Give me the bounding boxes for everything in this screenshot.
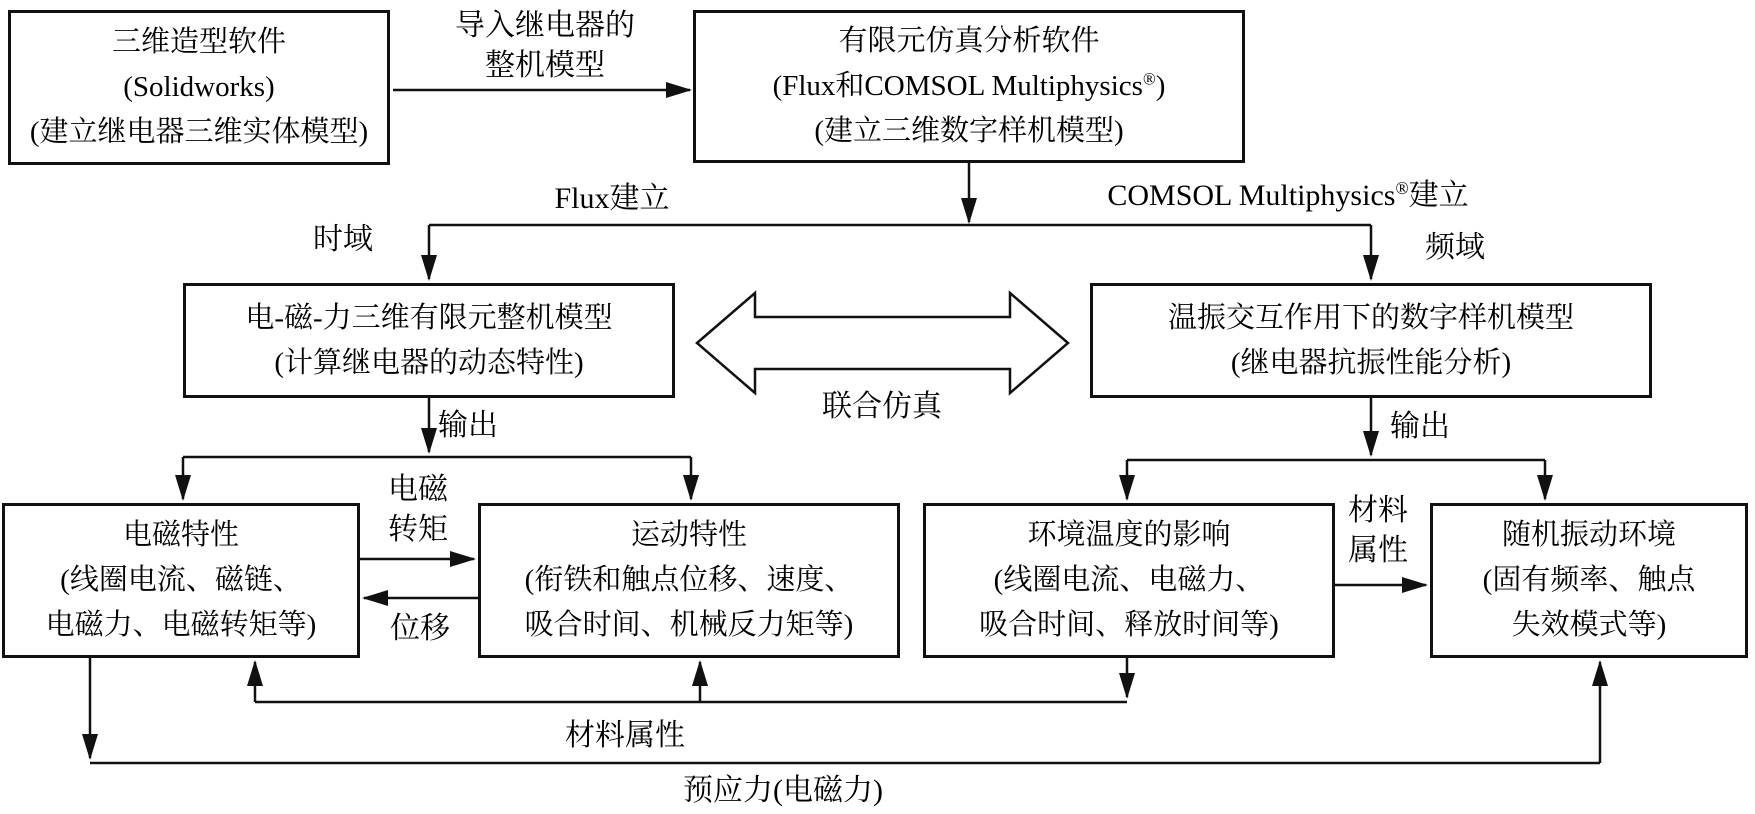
label-comsol-build-post: 建立 (1408, 179, 1469, 212)
box-em-model-line1: 电-磁-力三维有限元整机模型 (245, 301, 613, 334)
box-motion-characteristics-line1: 运动特性 (630, 519, 747, 552)
label-joint-simulation: 联合仿真 (822, 390, 942, 423)
box-motion-characteristics (478, 503, 900, 658)
box-random-vibration-line2: (固有频率、触点 (1482, 564, 1696, 597)
label-flux-build: Flux建立 (554, 182, 670, 215)
label-output-right: 输出 (1390, 410, 1450, 443)
box-motion-characteristics-line3: 吸合时间、机械反力矩等) (524, 608, 854, 641)
label-material-attributes-bottom: 材料属性 (565, 719, 685, 752)
registered-trademark-symbol: ® (1395, 178, 1409, 198)
box-em-characteristics-line2: (线圈电流、磁链、 (60, 564, 302, 597)
label-em-torque-line1: 电磁 (388, 473, 448, 506)
box-em-model (183, 283, 675, 398)
box-fem-software-line3: (建立三维数字样机模型) (814, 114, 1124, 147)
box-solidworks-line2: (Solidworks) (123, 71, 275, 104)
box-em-characteristics-line3: 电磁力、电磁转矩等) (45, 608, 317, 641)
label-material-attributes-right (1348, 491, 1408, 571)
fem-line2-post: ) (1155, 70, 1166, 103)
label-comsol-build-pre: COMSOL Multiphysics (1107, 179, 1396, 212)
box-random-vibration-line1: 随机振动环境 (1501, 519, 1676, 552)
label-em-torque-line2: 转矩 (388, 513, 448, 546)
label-time-domain: 时域 (313, 223, 373, 256)
box-fem-software-line1: 有限元仿真分析软件 (838, 25, 1100, 58)
box-random-vibration (1430, 503, 1748, 658)
box-temperature-effect-line3: 吸合时间、释放时间等) (979, 608, 1279, 641)
label-prestress-em-force: 预应力(电磁力) (683, 774, 883, 807)
box-thermal-vib-model-line1: 温振交互作用下的数字样机模型 (1167, 301, 1574, 334)
registered-trademark-symbol: ® (1142, 69, 1156, 89)
box-thermal-vib-model-line2: (继电器抗振性能分析) (1230, 346, 1512, 379)
box-temperature-effect-line1: 环境温度的影响 (1027, 519, 1231, 552)
label-material-attributes-right-line2: 属性 (1348, 534, 1408, 567)
box-solidworks (8, 10, 390, 165)
label-import-model (455, 6, 635, 86)
box-temperature-effect-line2: (线圈电流、电磁力、 (993, 564, 1265, 597)
box-random-vibration-line3: 失效模式等) (1511, 608, 1667, 641)
box-solidworks-line3: (建立继电器三维实体模型) (29, 115, 369, 148)
joint-simulation-double-arrow (697, 293, 1068, 393)
label-em-torque (388, 470, 448, 550)
box-fem-software-line2 (773, 64, 1166, 109)
box-fem-software (693, 10, 1245, 163)
box-motion-characteristics-line2: (衔铁和触点位移、速度、 (524, 564, 854, 597)
label-output-left: 输出 (438, 409, 498, 442)
box-thermal-vib-model (1090, 283, 1652, 398)
box-em-model-line2: (计算继电器的动态特性) (274, 346, 584, 379)
box-em-characteristics (2, 503, 360, 658)
label-material-attributes-right-line1: 材料 (1348, 494, 1408, 527)
label-frequency-domain: 频域 (1425, 231, 1485, 264)
fem-line2-pre: (Flux和COMSOL Multiphysics (772, 70, 1143, 103)
label-import-model-line1: 导入继电器的 (455, 9, 635, 42)
label-import-model-line2: 整机模型 (485, 49, 605, 82)
box-em-characteristics-line1: 电磁特性 (122, 519, 239, 552)
box-temperature-effect (923, 503, 1335, 658)
box-solidworks-line1: 三维造型软件 (111, 26, 286, 59)
label-displacement: 位移 (390, 612, 450, 645)
label-comsol-build (1107, 176, 1468, 216)
